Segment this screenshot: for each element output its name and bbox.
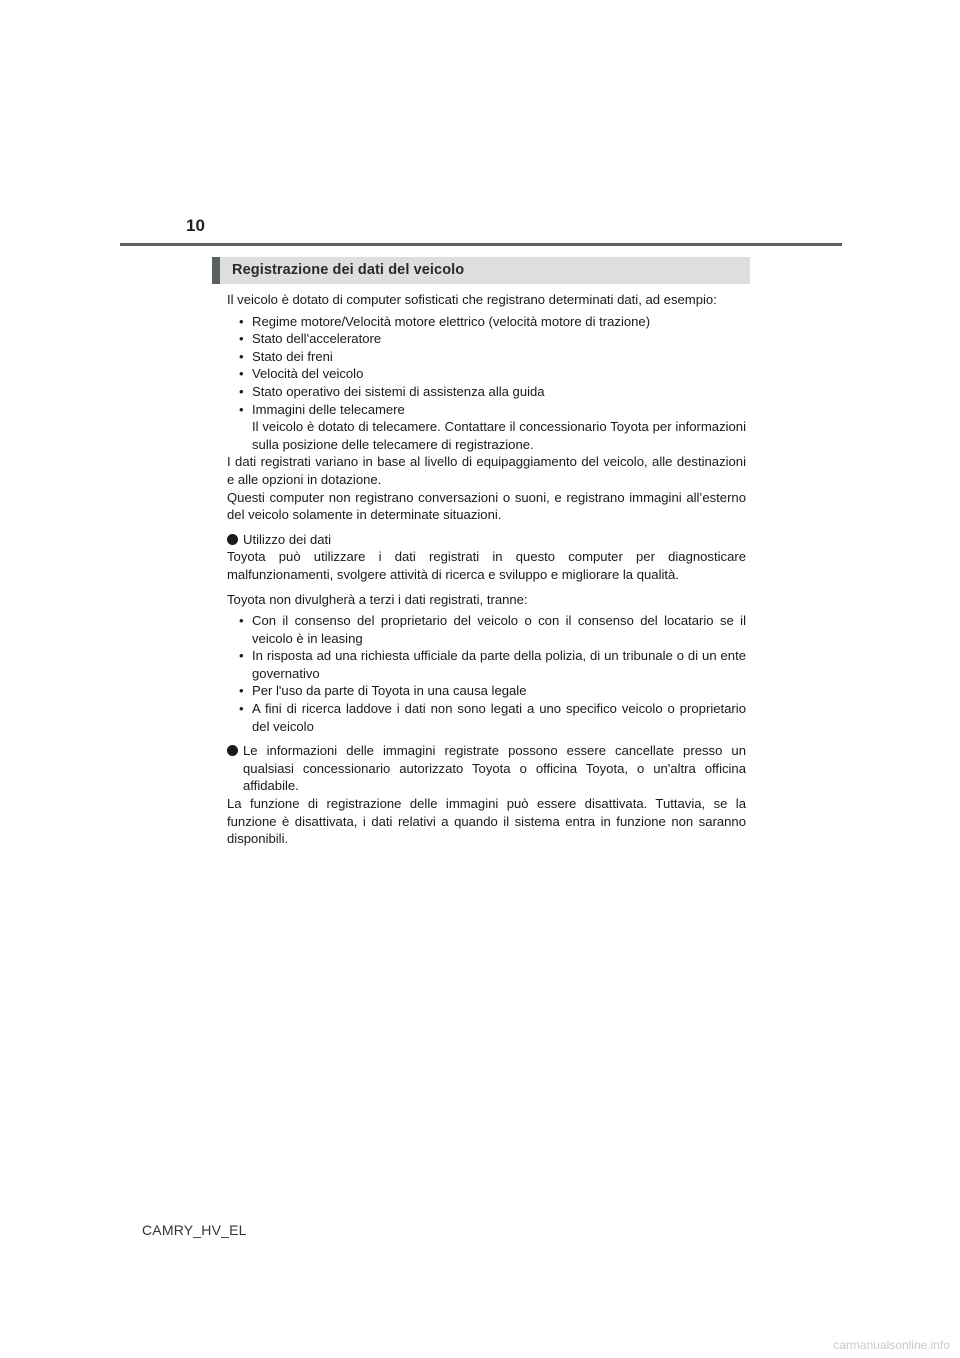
usage-heading: Utilizzo dei dati (227, 531, 746, 549)
deactivation-paragraph: La funzione di registrazione delle immagini può essere disattivata. Tuttavia, se la funzione è disattivata, i dati relativi a quando il sistema entra in funzione non saranno disponibili. (227, 796, 746, 847)
list-item: • Con il consenso del proprietario del veicolo o con il consenso del locatario se il veicolo è in leasing (239, 613, 746, 646)
no-audio-paragraph: Questi computer non registrano conversazioni o suoni, e registrano immagini all’esterno del veicolo solamente in determinate situazioni. (227, 489, 746, 523)
list-item: • Regime motore/Velocità motore elettrico (velocità motore di trazione) (239, 313, 651, 329)
bullet-icon: • (239, 613, 244, 629)
document-code: CAMRY_HV_EL (142, 1222, 247, 1238)
filled-circle-icon (227, 534, 238, 545)
header-rule (120, 243, 842, 246)
list-item: • Stato dell'acceleratore (239, 331, 382, 347)
section-header (212, 257, 750, 284)
section-body (227, 291, 746, 848)
section-title: Registrazione dei dati del veicolo (232, 262, 465, 278)
bullet-icon: • (239, 331, 244, 347)
site-watermark: carmanualsonline.info (833, 1338, 950, 1352)
list-item: • Immagini delle telecamere Il veicolo è dotato di telecamere. Contattare il concessionario Toyota per informazioni sulla posizione delle telecamere di registrazione. (239, 401, 746, 452)
list-item: • A fini di ricerca laddove i dati non sono legati a uno specifico veicolo o proprietario del veicolo (239, 701, 746, 734)
disclosure-intro: Toyota non divulgherà a terzi i dati registrati, tranne: (227, 591, 528, 607)
disclosure-list (227, 612, 746, 735)
list-item: • In risposta ad una richiesta ufficiale da parte della polizia, di un tribunale o di un ente governativo (239, 648, 746, 681)
bullet-icon: • (239, 383, 244, 399)
bullet-icon: • (239, 366, 244, 382)
page-number: 10 (186, 216, 205, 235)
bullet-icon: • (239, 701, 244, 717)
usage-paragraph: Toyota può utilizzare i dati registrati in questo computer per diagnosticare malfunzionamenti, svolgere attività di ricerca e sviluppo e migliorare la qualità. (227, 549, 746, 582)
bullet-icon: • (239, 401, 244, 417)
filled-circle-icon (227, 745, 238, 756)
image-delete-note: Le informazioni delle immagini registrate possono essere cancellate presso un qualsiasi concessionario autorizzato Toyota o officina Toyota, o un'altra officina affidabile. (227, 742, 746, 795)
bullet-icon: • (239, 683, 244, 699)
intro-paragraph: Il veicolo è dotato di computer sofisticati che registrano determinati dati, ad esempio: (227, 292, 717, 307)
bullet-icon: • (239, 313, 244, 329)
camera-note: Il veicolo è dotato di telecamere. Contattare il concessionario Toyota per informazioni sulla posizione delle telecamere di registrazione. (252, 419, 746, 452)
recorded-data-list (227, 313, 746, 454)
bullet-icon: • (239, 648, 244, 664)
variation-paragraph: I dati registrati variano in base al livello di equipaggiamento del veicolo, alle destinazioni e alle opzioni in dotazione. (227, 454, 746, 487)
bullet-icon: • (239, 348, 244, 364)
list-item: • Stato dei freni (239, 348, 333, 364)
list-item: • Velocità del veicolo (239, 366, 364, 382)
list-item: • Stato operativo dei sistemi di assistenza alla guida (239, 383, 545, 399)
list-item: • Per l'uso da parte di Toyota in una causa legale (239, 683, 527, 699)
